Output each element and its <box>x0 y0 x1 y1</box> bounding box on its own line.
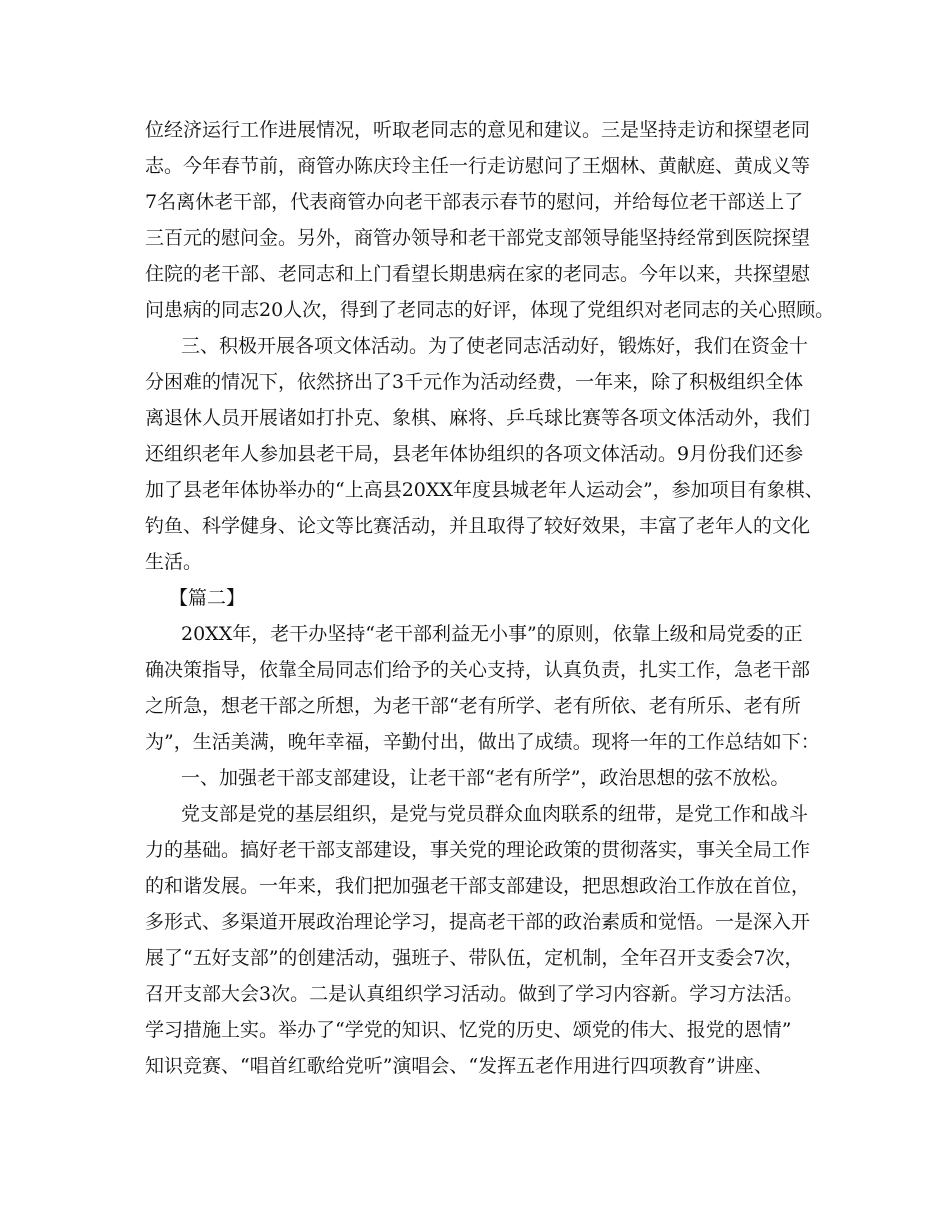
text-line: 位经济运行工作进展情况，听取老同志的意见和建议。三是坚持走访和探望老同 <box>145 119 811 141</box>
text-line: 学习措施上实。举办了“学党的知识、忆党的历史、颂党的伟大、报党的恩情” <box>145 1019 792 1041</box>
section-heading: 一、加强老干部支部建设，让老干部“老有所学”，政治思想的弦不放松。 <box>181 767 790 789</box>
text-line: 问患病的同志20人次，得到了老同志的好评，体现了党组织对老同志的关心照顾。 <box>145 299 835 321</box>
text-line: 志。今年春节前，商管办陈庆玲主任一行走访慰问了王烟林、黄献庭、黄成义等 <box>145 155 811 177</box>
text-line: 召开支部大会3次。二是认真组织学习活动。做到了学习内容新。学习方法活。 <box>145 983 804 1005</box>
text-line: 力的基础。搞好老干部支部建设，事关党的理论政策的贯彻落实，事关全局工作 <box>145 839 811 861</box>
paragraph-start: 党支部是党的基层组织，是党与党员群众血肉联系的纽带，是党工作和战斗 <box>181 803 809 825</box>
text-line: 钓鱼、科学健身、论文等比赛活动，并且取得了较好效果，丰富了老年人的文化 <box>145 515 811 537</box>
text-line: 确决策指导，依靠全局同志们给予的关心支持，认真负责，扎实工作，急老干部 <box>145 659 811 681</box>
text-line: 加了县老年体协举办的“上高县20XX年度县城老年人运动会”，参加项目有象棋、 <box>145 479 824 501</box>
text-line: 的和谐发展。一年来，我们把加强老干部支部建设，把思想政治工作放在首位， <box>145 875 811 897</box>
text-line: 离退休人员开展诸如打扑克、象棋、麻将、乒乓球比赛等各项文体活动外，我们 <box>145 407 811 429</box>
section-heading: 三、积极开展各项文体活动。为了使老同志活动好，锻炼好，我们在资金十 <box>181 335 809 357</box>
text-line: 多形式、多渠道开展政治理论学习，提高老干部的政治素质和觉悟。一是深入开 <box>145 911 811 933</box>
paragraph-start: 20XX年，老干办坚持“老干部利益无小事”的原则，依靠上级和局党委的正 <box>181 623 803 645</box>
text-line: 知识竞赛、“唱首红歌给党听”演唱会、“发挥五老作用进行四项教育”讲座、 <box>145 1055 773 1077</box>
text-line: 分困难的情况下，依然挤出了3千元作为活动经费，一年来，除了积极组织全体 <box>145 371 804 393</box>
text-line: 之所急，想老干部之所想，为老干部“老有所学、老有所依、老有所乐、老有所 <box>145 695 801 717</box>
text-line: 还组织老年人参加县老干局，县老年体协组织的各项文体活动。9月份我们还参 <box>145 443 804 465</box>
text-line: 住院的老干部、老同志和上门看望长期患病在家的老同志。今年以来，共探望慰 <box>145 263 811 285</box>
text-line: 展了“五好支部”的创建活动，强班子、带队伍，定机制，全年召开支委会7次， <box>145 947 804 969</box>
text-line: 生活。 <box>145 551 203 573</box>
text-line: 三百元的慰问金。另外，商管办领导和老干部党支部领导能坚持经常到医院探望 <box>145 227 811 249</box>
text-line: 7名离休老干部，代表商管办向老干部表示春节的慰问，并给每位老干部送上了 <box>145 191 804 213</box>
text-line: 为”，生活美满，晚年幸福，辛勤付出，做出了成绩。现将一年的工作总结如下： <box>145 731 820 753</box>
part-heading: 【篇二】 <box>169 587 246 609</box>
